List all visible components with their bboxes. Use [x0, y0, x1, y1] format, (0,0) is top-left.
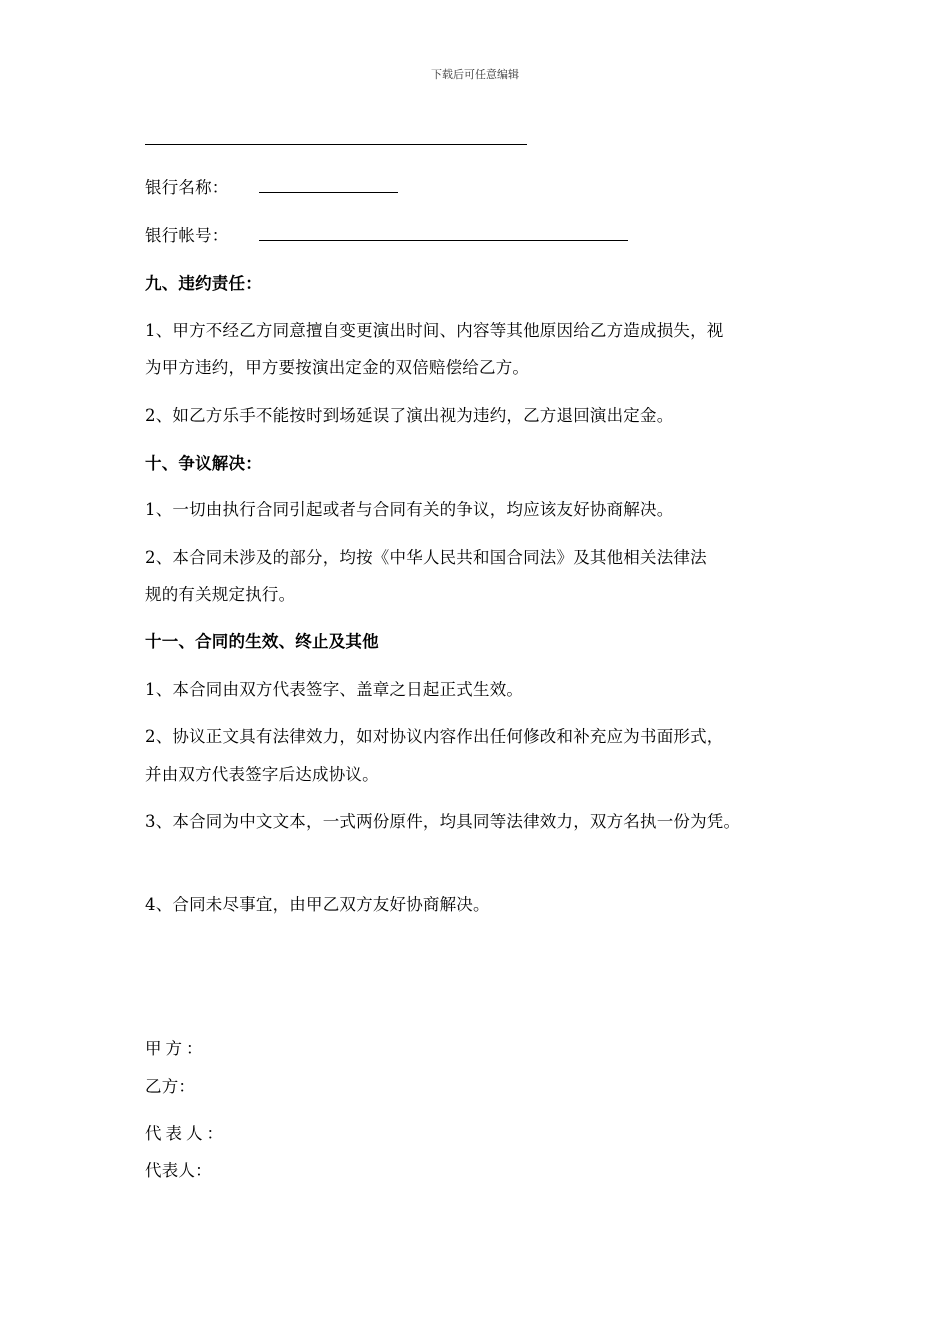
section11-title: 十一、合同的生效、终止及其他 — [145, 632, 379, 651]
bank-name-label: 银行名称： — [145, 178, 229, 197]
section9-item2: 2、如乙方乐手不能按时到场延误了演出视为违约，乙方退回演出定金。 — [145, 406, 674, 425]
section10-title: 十、争议解决： — [145, 454, 262, 473]
blank-line-top — [145, 144, 527, 145]
section10-item2-line2: 规的有关规定执行。 — [145, 585, 296, 604]
section11-item2-line1: 2、协议正文具有法律效力，如对协议内容作出任何修改和补充应为书面形式， — [145, 727, 724, 746]
bank-name-blank — [259, 192, 398, 193]
section11-item4: 4、合同未尽事宜，由甲乙双方友好协商解决。 — [145, 895, 490, 914]
party-b-label: 乙方： — [145, 1077, 196, 1096]
section9-item1-line2: 为甲方违约，甲方要按演出定金的双倍赔偿给乙方。 — [145, 358, 530, 377]
section9-title: 九、违约责任： — [145, 274, 262, 293]
bank-account-blank — [259, 240, 628, 241]
representative-b-label: 代表人： — [145, 1161, 212, 1180]
section11-item3: 3、本合同为中文文本，一式两份原件，均具同等法律效力，双方名执一份为凭。 — [145, 812, 741, 831]
section10-item1: 1、一切由执行合同引起或者与合同有关的争议，均应该友好协商解决。 — [145, 500, 674, 519]
section11-item1: 1、本合同由双方代表签字、盖章之日起正式生效。 — [145, 680, 524, 699]
section10-item2-line1: 2、本合同未涉及的部分，均按《中华人民共和国合同法》及其他相关法律法 — [145, 548, 707, 567]
page-header-note: 下载后可任意编辑 — [431, 68, 519, 81]
representative-a-label: 代表人： — [145, 1124, 227, 1143]
section11-item2-line2: 并由双方代表签字后达成协议。 — [145, 765, 379, 784]
party-a-label: 甲方： — [145, 1039, 207, 1058]
section9-item1-line1: 1、甲方不经乙方同意擅自变更演出时间、内容等其他原因给乙方造成损失，视 — [145, 321, 724, 340]
bank-account-label: 银行帐号： — [145, 226, 229, 245]
